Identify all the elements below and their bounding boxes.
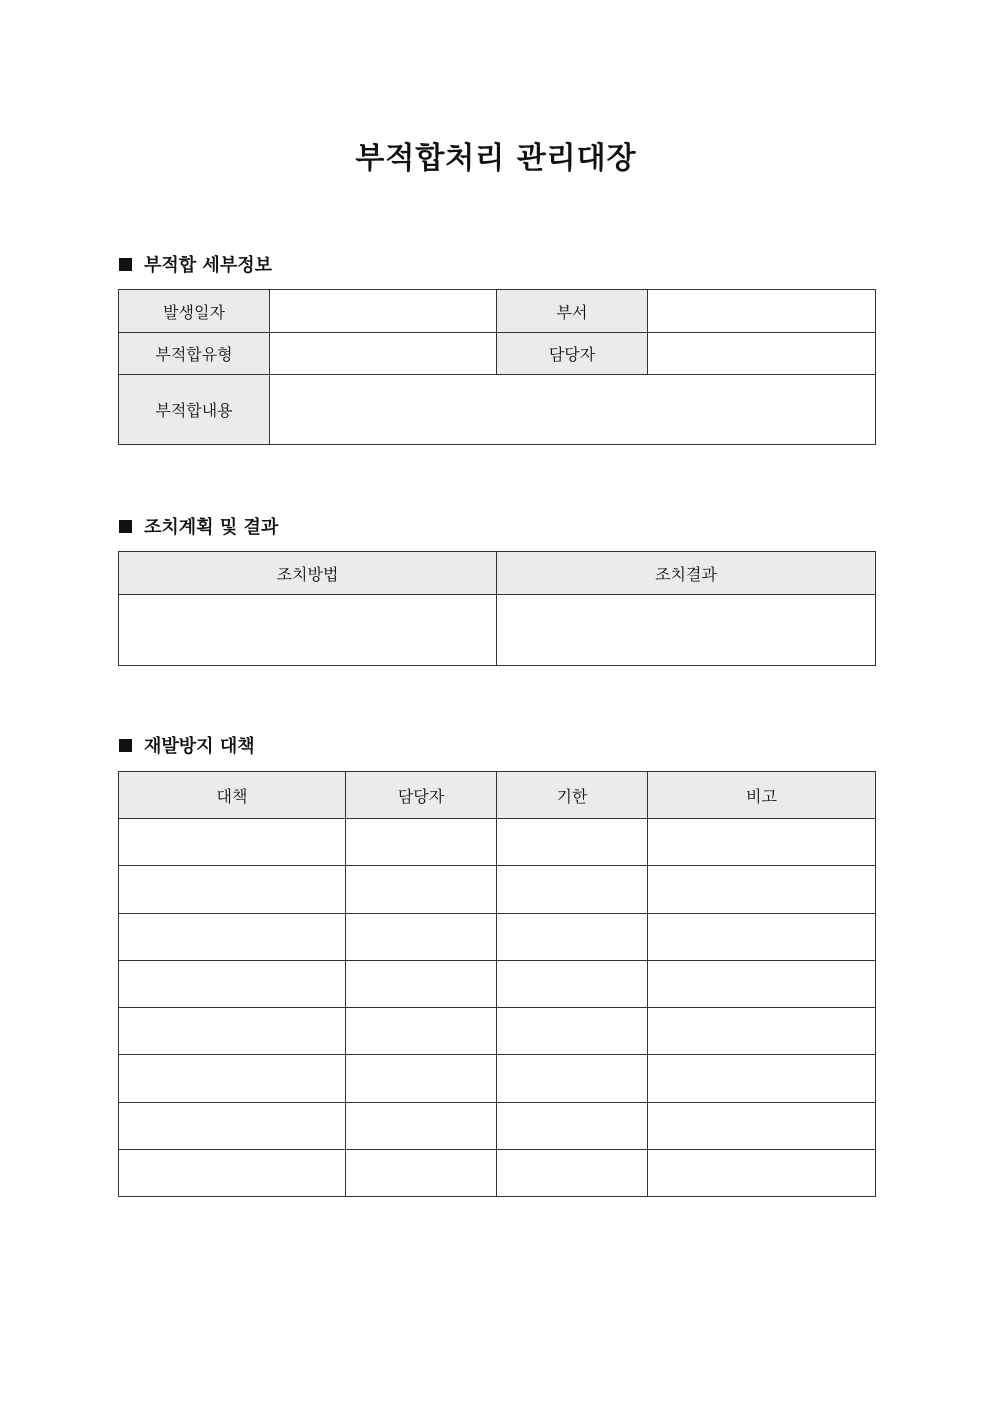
- remarks-cell[interactable]: [648, 1150, 876, 1197]
- remarks-cell[interactable]: [648, 1055, 876, 1103]
- person-cell[interactable]: [346, 1150, 497, 1197]
- department-field[interactable]: [648, 290, 876, 333]
- prevention-table: [118, 771, 876, 1197]
- label-department: 부서: [497, 290, 648, 333]
- square-bullet-icon: [119, 520, 132, 533]
- content-field[interactable]: [270, 375, 876, 445]
- table-row: [119, 333, 876, 375]
- header-person: 담당자: [346, 772, 497, 819]
- header-action-method: 조치방법: [119, 552, 497, 595]
- type-field[interactable]: [270, 333, 497, 375]
- section-heading-label: 재발방지 대책: [144, 736, 255, 757]
- remarks-cell[interactable]: [648, 1008, 876, 1055]
- action-result-field[interactable]: [497, 595, 876, 666]
- square-bullet-icon: [119, 739, 132, 752]
- label-content: 부적합내용: [119, 375, 270, 445]
- measure-cell[interactable]: [119, 819, 346, 866]
- label-date: 발생일자: [119, 290, 270, 333]
- measure-cell[interactable]: [119, 1150, 346, 1197]
- label-person: 담당자: [497, 333, 648, 375]
- header-action-result: 조치결과: [497, 552, 876, 595]
- person-cell[interactable]: [346, 819, 497, 866]
- table-row: [119, 552, 876, 595]
- header-remarks: 비고: [648, 772, 876, 819]
- table-row: [119, 1150, 876, 1197]
- section-heading-prevention: [119, 733, 255, 757]
- person-cell[interactable]: [346, 1055, 497, 1103]
- square-bullet-icon: [119, 258, 132, 271]
- deadline-cell[interactable]: [497, 914, 648, 961]
- remarks-cell[interactable]: [648, 914, 876, 961]
- table-row: [119, 375, 876, 445]
- deadline-cell[interactable]: [497, 1103, 648, 1150]
- table-row: [119, 1103, 876, 1150]
- date-field[interactable]: [270, 290, 497, 333]
- section-heading-details: [119, 252, 272, 276]
- table-row: [119, 290, 876, 333]
- remarks-cell[interactable]: [648, 961, 876, 1008]
- table-row: [119, 595, 876, 666]
- measure-cell[interactable]: [119, 961, 346, 1008]
- action-table: [118, 551, 876, 666]
- person-cell[interactable]: [346, 1103, 497, 1150]
- person-cell[interactable]: [346, 914, 497, 961]
- table-header-row: [119, 772, 876, 819]
- section-heading-action: [119, 514, 278, 538]
- deadline-cell[interactable]: [497, 961, 648, 1008]
- measure-cell[interactable]: [119, 1055, 346, 1103]
- details-table: [118, 289, 876, 445]
- remarks-cell[interactable]: [648, 866, 876, 914]
- deadline-cell[interactable]: [497, 866, 648, 914]
- action-method-field[interactable]: [119, 595, 497, 666]
- remarks-cell[interactable]: [648, 819, 876, 866]
- table-row: [119, 961, 876, 1008]
- person-cell[interactable]: [346, 1008, 497, 1055]
- measure-cell[interactable]: [119, 914, 346, 961]
- deadline-cell[interactable]: [497, 1008, 648, 1055]
- deadline-cell[interactable]: [497, 1055, 648, 1103]
- document-title: 부적합처리 관리대장: [355, 141, 637, 176]
- deadline-cell[interactable]: [497, 819, 648, 866]
- table-row: [119, 1055, 876, 1103]
- table-row: [119, 1008, 876, 1055]
- section-heading-label: 부적합 세부정보: [144, 255, 272, 276]
- remarks-cell[interactable]: [648, 1103, 876, 1150]
- section-heading-label: 조치계획 및 결과: [144, 517, 279, 538]
- table-row: [119, 866, 876, 914]
- measure-cell[interactable]: [119, 1008, 346, 1055]
- header-measure: 대책: [119, 772, 346, 819]
- measure-cell[interactable]: [119, 1103, 346, 1150]
- header-deadline: 기한: [497, 772, 648, 819]
- measure-cell[interactable]: [119, 866, 346, 914]
- person-field[interactable]: [648, 333, 876, 375]
- table-row: [119, 914, 876, 961]
- person-cell[interactable]: [346, 866, 497, 914]
- label-type: 부적합유형: [119, 333, 270, 375]
- deadline-cell[interactable]: [497, 1150, 648, 1197]
- person-cell[interactable]: [346, 961, 497, 1008]
- table-row: [119, 819, 876, 866]
